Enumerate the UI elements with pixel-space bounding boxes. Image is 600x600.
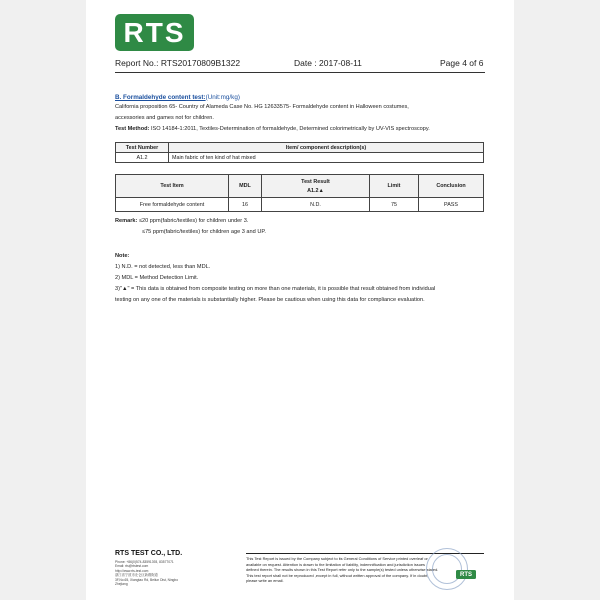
remark-label: Remark: [115, 218, 138, 224]
result-item: Free formaldehyde content [116, 198, 229, 212]
header-mdl: MDL [229, 175, 262, 198]
result-limit: 75 [370, 198, 419, 212]
table-row [116, 153, 484, 163]
header-conclusion: Conclusion [419, 175, 484, 198]
result-table [115, 174, 484, 212]
company-seal-inner-ring [432, 554, 462, 584]
header-test-result-label: Test Result [301, 178, 330, 185]
footer-address-line: 浙江省宁波市北仑区新碶街道 [115, 573, 158, 578]
description-line-2: accessories and games not for children. [115, 115, 214, 121]
header-test-result-sample: A1.2▲ [307, 187, 324, 194]
rts-logo [115, 14, 194, 51]
footer-address [115, 560, 215, 586]
footer-mini-logo [456, 570, 476, 579]
footer-mini-logo-text: RTS [460, 571, 472, 578]
sample-description: Main fabric of ten kind of hat mixed [169, 153, 484, 163]
result-conclusion: PASS [419, 198, 484, 212]
result-mdl: 16 [229, 198, 262, 212]
description-line-1: California proposition 65- Country of Alameda Case No. HG 12633575- Formaldehyde content in Halloween costumes, [115, 104, 409, 110]
header-limit: Limit [370, 175, 419, 198]
report-page [86, 0, 514, 600]
footer-address-line: http://www.rts-test.com [115, 568, 149, 573]
header-description: Item/ component description(s) [169, 143, 484, 153]
remark-text-1: ≤20 ppm(fabric/textiles) for children under 3. [138, 218, 249, 224]
remark-line-1 [115, 218, 248, 224]
result-table-header [116, 175, 484, 198]
footer-address-line: 3F,No.65, Xiangtao Rd, Beilun Dist, Ningbo [115, 577, 179, 582]
note-2: 2) MDL = Method Detection Limit. [115, 275, 199, 281]
report-date: Date : 2017-08-11 [294, 58, 362, 68]
header-test-number: Test Number [116, 143, 169, 153]
header-divider [115, 72, 485, 73]
note-3-line-2: testing on any one of the materials is substantially higher. Please be cautious when using this data for compliance evaluation. [115, 297, 425, 303]
disclaimer-line: This test report shall not be reproduced ,except in full, without written approval of the company. If in doubt, [246, 572, 429, 578]
test-method [115, 126, 430, 132]
footer-address-line: Zhejiang [115, 582, 128, 587]
disclaimer-line: This Test Report is issued by the Company subject to its General Conditions of Service printed overleaf or [246, 556, 428, 561]
test-method-label: Test Method: [115, 126, 150, 132]
sample-table-header [116, 143, 484, 153]
footer-address-line: Email: rts@rtstest.com [115, 564, 149, 569]
header-test-item: Test Item [116, 175, 229, 198]
sample-test-number: A1.2 [116, 153, 169, 163]
section-title-unit: (Unit:mg/kg) [205, 94, 240, 101]
company-seal-stamp [426, 548, 468, 590]
sample-table [115, 142, 484, 163]
header-test-result [262, 175, 370, 198]
report-number: Report No.: RTS20170809B1322 [115, 58, 241, 68]
result-value: N.D. [262, 198, 370, 212]
note-1: 1) N.D. = not detected, less than MDL. [115, 264, 211, 270]
test-method-text: ISO 14184-1:2011, Textiles-Determination of formaldehyde, Determined colorimetrically by UV-VIS spectroscopy. [150, 126, 430, 132]
remark-line-2: ≤75 ppm(fabric/textiles) for children age 3 and UP. [142, 229, 266, 235]
footer-company: RTS TEST CO., LTD. [115, 550, 183, 557]
section-title [115, 94, 240, 101]
note-3-line-1: 3)"▲" = This data is obtained from composite testing on more than one materials, it is possible that result obtained from individual [115, 286, 436, 292]
page-number: Page 4 of 6 [440, 58, 484, 68]
section-title-main: B. Formaldehyde content test: [115, 94, 206, 101]
logo-text: RTS [123, 16, 186, 48]
note-title: Note: [115, 253, 130, 259]
disclaimer-line: defined therein. The results shown in this Test Report refer only to the sample(s) tested unless otherwise stated. [246, 567, 439, 573]
table-row [116, 198, 484, 212]
disclaimer-line: available on request. Attention is drawn to the limitation of liability, indemnification and jurisdiction issues [246, 561, 425, 567]
footer-address-line: Phone: +86(0)574-83591393, 83577071 [115, 560, 174, 564]
disclaimer-line: please write an email. [246, 578, 284, 584]
